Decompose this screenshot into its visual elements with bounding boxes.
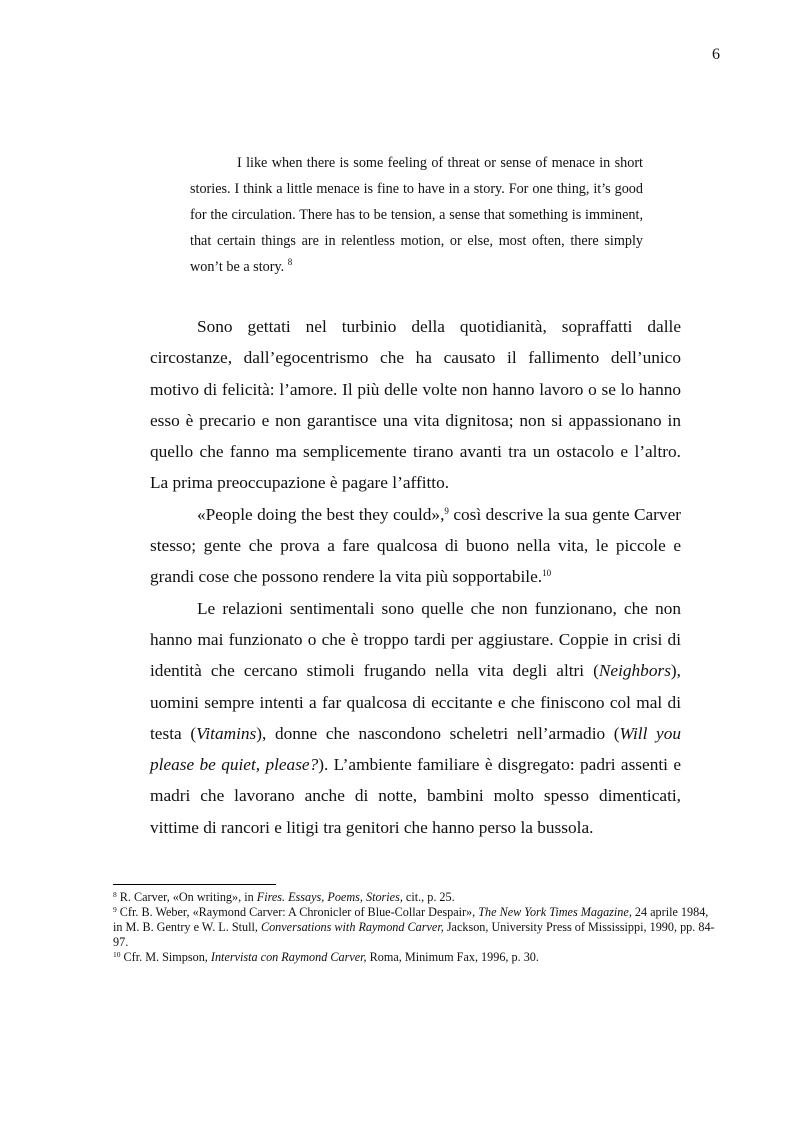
paragraph-3 — [150, 593, 681, 843]
paragraph-3-text-c: ), donne che nascondono scheletri nell’armadio ( — [256, 723, 620, 743]
footnote-title: Intervista con Raymond Carver, — [210, 950, 367, 964]
footnote-title: The New York Times Magazine — [478, 905, 629, 919]
footnote-text: Cfr. M. Simpson, — [120, 950, 211, 964]
paragraph-3-text-a: Le relazioni sentimentali sono quelle che non funzionano, che non hanno mai funzionato o che è troppo tardi per aggiustare. Coppie in crisi di identità che cercano stimoli frugando nella vita degli altri ( — [150, 598, 681, 681]
paragraph-2 — [150, 499, 681, 593]
block-quote-text — [190, 150, 643, 280]
footnotes — [113, 890, 718, 965]
footnote-8 — [113, 890, 718, 905]
footnote-9 — [113, 905, 718, 950]
title-vitamins: Vitamins — [196, 723, 257, 743]
paragraph-3-text-d: ). L’ambiente familiare è disgregato: padri assenti e madri che lavorano anche di notte, bambini molto spesso dimenticati, vittime di rancori e litigi tra genitori che hanno perso la bussola. — [150, 755, 681, 837]
title-will-you-please: Will you please be quiet, please? — [150, 723, 681, 775]
footnote-text: Roma, Minimum Fax, 1996, p. 30. — [366, 950, 539, 964]
quote-body: I like when there is some feeling of threat or sense of menace in short stories. I think a little menace is fine to have in a story. For one thing, it’s good for the circulation. There has to be tension, a sense that something is imminent, that certain things are in relentless motion, or else, most often, there simply won’t be a story. — [190, 155, 643, 275]
paragraph-3-text-b: ), uomini sempre intenti a far qualcosa di eccitante e che finiscono col mal di testa ( — [150, 661, 681, 743]
footnote-separator — [113, 884, 276, 885]
footnote-text: cit., p. 25. — [402, 890, 455, 904]
footnote-ref-9: 9 — [444, 505, 449, 516]
main-text — [150, 311, 681, 843]
title-neighbors: Neighbors — [598, 661, 671, 681]
footnote-number: 8 — [113, 890, 117, 899]
footnote-text: Jackson, University Press of Mississippi, 1990, pp. 84-97. — [113, 920, 715, 949]
footnote-text: R. Carver, «On writing», in — [116, 890, 257, 904]
footnote-number: 10 — [113, 950, 121, 959]
footnote-ref-8: 8 — [287, 257, 293, 267]
block-quote — [190, 150, 643, 280]
footnote-text: , 24 aprile 1984, in M. B. Gentry e W. L. Stull, — [113, 905, 709, 934]
footnote-ref-10: 10 — [542, 568, 552, 579]
paragraph-1: Sono gettati nel turbinio della quotidianità, sopraffatti dalle circostanze, dall’egocentrismo che ha causato il fallimento dell’unico motivo di felicità: l’amore. Il più delle volte non hanno lavoro o se lo hanno esso è precario e non garantisce una vita dignitosa; non si appassionano in quello che fanno ma semplicemente tirano avanti tra un ostacolo e l’altro. La prima preoccupazione è pagare l’affitto. — [150, 317, 681, 493]
footnote-title: Fires. Essays, Poems, Stories, — [256, 890, 403, 904]
footnote-text: Cfr. B. Weber, «Raymond Carver: A Chronicler of Blue-Collar Despair», — [116, 905, 479, 919]
footnote-number: 9 — [113, 905, 117, 914]
footnote-title: Conversations with Raymond Carver, — [260, 920, 444, 934]
paragraph-2-text: così descrive la sua gente Carver stesso; gente che prova a fare qualcosa di buono nella vita, le piccole e grandi cose che possono rendere la vita più sopportabile. — [150, 504, 681, 587]
carver-quote: «People doing the best they could», — [197, 504, 445, 524]
page-number: 6 — [712, 46, 720, 63]
footnote-10 — [113, 950, 718, 965]
